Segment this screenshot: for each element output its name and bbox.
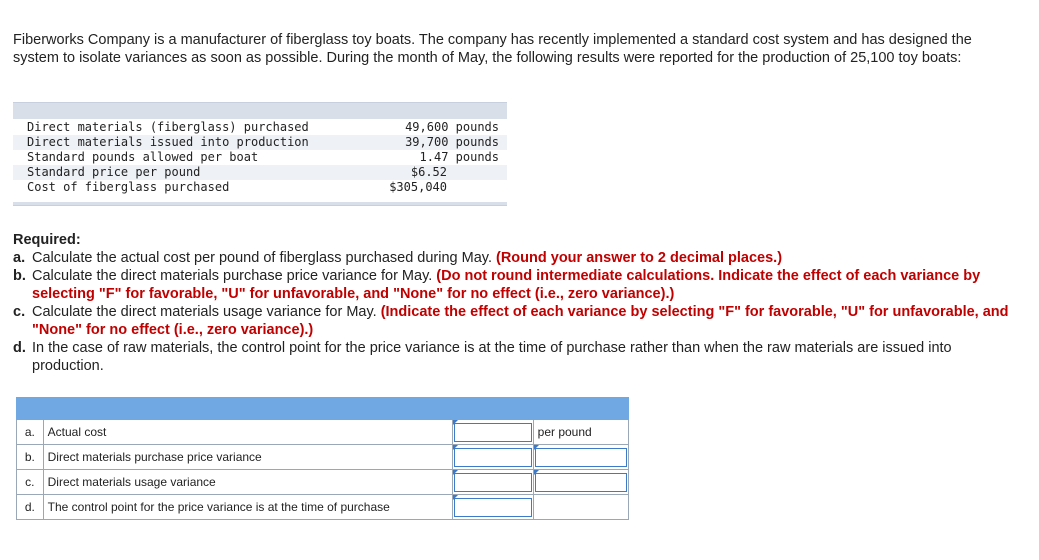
data-row [13,135,507,150]
price-variance-input[interactable] [454,448,532,467]
row-description: Actual cost [43,420,452,445]
usage-variance-effect-select[interactable] [535,473,627,492]
row-description: Direct materials purchase price variance [43,445,452,470]
usage-variance-input[interactable] [454,473,532,492]
flag-icon [534,445,539,450]
control-point-select[interactable] [454,498,532,517]
data-label: Direct materials (fiberglass) purchased [27,120,309,134]
required-heading: Required: [13,232,81,248]
flag-icon [534,470,539,475]
answer-row-a [17,420,629,445]
data-row [13,120,507,135]
required-item-d: d. In the case of raw materials, the control point for the price variance is at the time of purchase rather than when the raw materials are issued into production. [13,340,952,374]
price-variance-effect-select[interactable] [535,448,627,467]
problem-intro: Fiberworks Company is a manufacturer of fiberglass toy boats. The company has recently implemented a standard cost system and has designed the system to isolate variances as soon as possible. During the month of May, the following results were reported for the production of 25,100 toy boats: [13,32,972,66]
data-value: 49,600 pounds [405,120,499,134]
data-label: Standard price per pound [27,165,201,179]
answer-table [16,397,629,520]
data-row [13,150,507,165]
required-item-a: a. Calculate the actual cost per pound of fiberglass purchased during May. (Round your answer to 2 decimal places.) [13,250,783,266]
data-row [13,165,507,180]
table-header-bar [13,103,507,119]
data-value: 39,700 pounds [405,135,499,149]
row-letter: a. [17,420,44,445]
given-data-table [13,102,507,206]
flag-icon [453,470,458,475]
required-item-c: c. Calculate the direct materials usage variance for May. (Indicate the effect of each variance by selecting "F" for favorable, "U" for unfavorable, and "None" for no effect (i.e., zero variance).) [13,304,1009,338]
data-row [13,180,507,195]
required-item-b: b. Calculate the direct materials purchase price variance for May. (Do not round intermediate calculations. Indicate the effect of each variance by selecting "F" for favorable, "U" for unfavorable, and "None" for no effect (i.e., zero variance).) [13,268,981,302]
unit-label [533,495,628,520]
data-label: Cost of fiberglass purchased [27,180,230,194]
data-value: $6.52 [410,165,447,179]
row-letter: d. [17,495,44,520]
row-letter: c. [17,470,44,495]
table-footer-bar [13,202,507,205]
row-description: Direct materials usage variance [43,470,452,495]
row-description: The control point for the price variance is at the time of purchase [43,495,452,520]
flag-icon [453,495,458,500]
data-label: Direct materials issued into production [27,135,309,149]
data-value: $305,040 [389,180,447,194]
answer-row-d [17,495,629,520]
answer-table-header [17,398,629,420]
row-letter: b. [17,445,44,470]
flag-icon [453,445,458,450]
data-label: Standard pounds allowed per boat [27,150,259,164]
required-section [13,231,1013,375]
answer-row-c [17,470,629,495]
data-value: 1.47 pounds [419,150,499,164]
flag-icon [453,420,458,425]
answer-row-b [17,445,629,470]
actual-cost-input[interactable] [454,423,532,442]
unit-label: per pound [533,420,628,445]
